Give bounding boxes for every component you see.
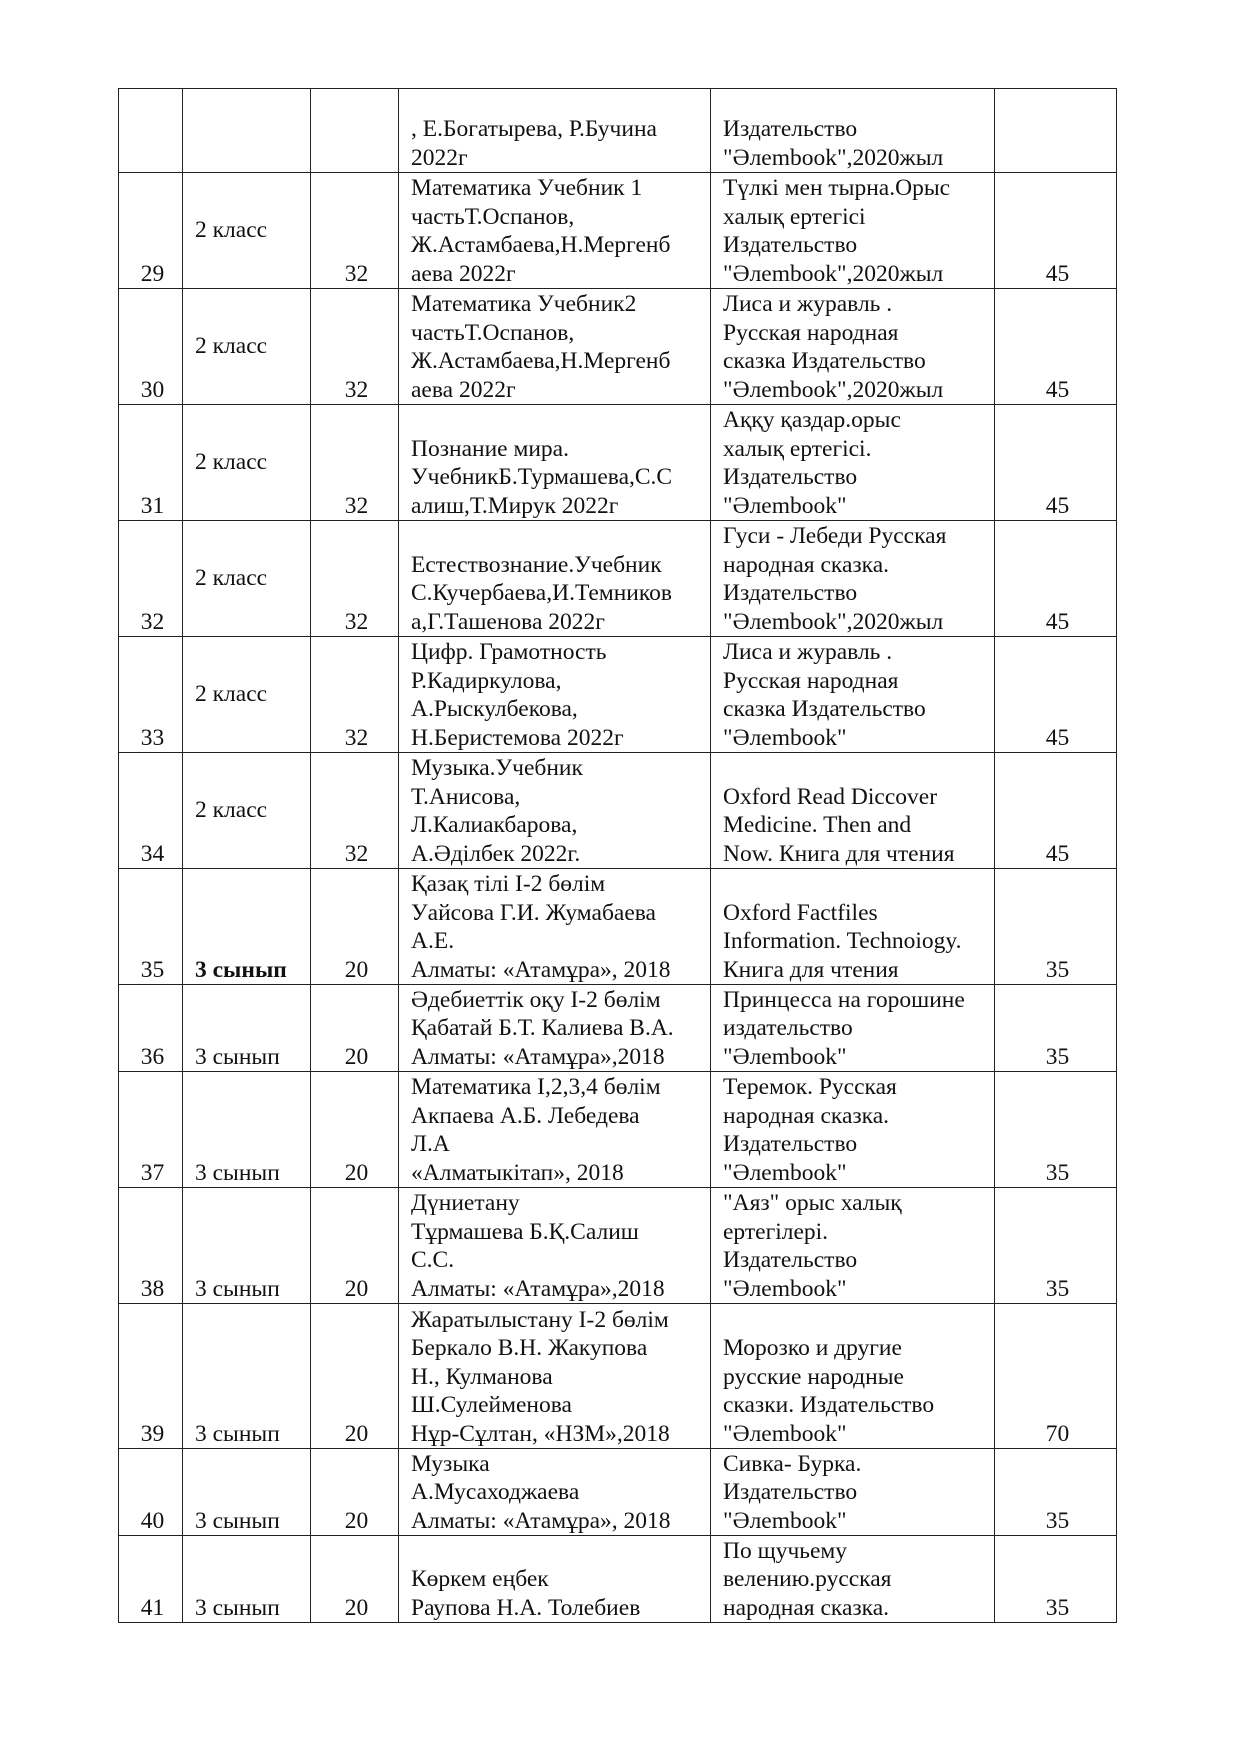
row-number-cell: 32: [119, 521, 183, 637]
quantity-cell: 35: [995, 985, 1117, 1072]
student-count-cell: [311, 89, 399, 173]
class-cell: [183, 89, 311, 173]
table-row: [119, 753, 1117, 869]
table-row: [119, 985, 1117, 1072]
row-number-cell: 36: [119, 985, 183, 1072]
quantity-cell: 35: [995, 1536, 1117, 1623]
class-cell: 3 сынып: [183, 1304, 311, 1449]
row-number-cell: 38: [119, 1188, 183, 1304]
student-count-cell: 20: [311, 869, 399, 985]
reading-book-cell: Морозко и другие русские народные сказки. Издательство "Әлembook": [711, 1304, 995, 1449]
table-row: [119, 289, 1117, 405]
table-row: [119, 869, 1117, 985]
reading-book-cell: Теремок. Русская народная сказка. Издательство "Әлembook": [711, 1072, 995, 1188]
class-cell: 3 сынып: [183, 1536, 311, 1623]
row-number-cell: 39: [119, 1304, 183, 1449]
quantity-cell: 45: [995, 637, 1117, 753]
row-number-cell: 35: [119, 869, 183, 985]
table-row: [119, 637, 1117, 753]
table-row: [119, 521, 1117, 637]
student-count-cell: 32: [311, 753, 399, 869]
textbook-cell: Познание мира. УчебникБ.Турмашева,С.С алиш,Т.Мирук 2022г: [399, 405, 711, 521]
reading-book-cell: По щучьему велению.русская народная сказка.: [711, 1536, 995, 1623]
reading-book-cell: Oxford Factfiles Information. Technoiogy. Книга для чтения: [711, 869, 995, 985]
row-number-cell: 34: [119, 753, 183, 869]
textbook-cell: Жаратылыстану І-2 бөлім Беркало В.Н. Жакупова Н., Кулманова Ш.Сулейменова Нұр-Сұлтан, «НЗМ»,2018: [399, 1304, 711, 1449]
quantity-cell: 45: [995, 405, 1117, 521]
quantity-cell: 45: [995, 289, 1117, 405]
textbook-cell: Цифр. Грамотность Р.Кадиркулова, А.Рыскулбекова, Н.Беристемова 2022г: [399, 637, 711, 753]
textbook-cell: Көркем еңбек Раупова Н.А. Толебиев: [399, 1536, 711, 1623]
reading-book-cell: Сивка- Бурка. Издательство "Әлembook": [711, 1449, 995, 1536]
row-number-cell: 37: [119, 1072, 183, 1188]
textbook-cell: Естествознание.Учебник С.Кучербаева,И.Темников а,Г.Ташенова 2022г: [399, 521, 711, 637]
table-row: [119, 1188, 1117, 1304]
student-count-cell: 32: [311, 173, 399, 289]
textbook-cell: , Е.Богатырева, Р.Бучина 2022г: [399, 89, 711, 173]
class-cell: 3 сынып: [183, 869, 311, 985]
textbook-cell: Математика Учебник2 частьТ.Оспанов, Ж.Астамбаева,Н.Мергенб аева 2022г: [399, 289, 711, 405]
row-number-cell: [119, 89, 183, 173]
class-cell: 2 класс: [183, 521, 311, 637]
row-number-cell: 41: [119, 1536, 183, 1623]
student-count-cell: 20: [311, 1449, 399, 1536]
quantity-cell: 35: [995, 1188, 1117, 1304]
class-cell: 3 сынып: [183, 1188, 311, 1304]
row-number-cell: 31: [119, 405, 183, 521]
student-count-cell: 32: [311, 521, 399, 637]
quantity-cell: 45: [995, 521, 1117, 637]
book-list-table: [118, 88, 1117, 1623]
class-cell: 2 класс: [183, 753, 311, 869]
reading-book-cell: Лиса и журавль . Русская народная сказка Издательство "Әлembook",2020жыл: [711, 289, 995, 405]
table-row: [119, 1072, 1117, 1188]
student-count-cell: 20: [311, 1188, 399, 1304]
reading-book-cell: Принцесса на горошине издательство "Әлembook": [711, 985, 995, 1072]
table-row: [119, 405, 1117, 521]
row-number-cell: 30: [119, 289, 183, 405]
reading-book-cell: Oxford Read Diccover Medicine. Then and Now. Книга для чтения: [711, 753, 995, 869]
class-cell: 3 сынып: [183, 1449, 311, 1536]
textbook-cell: Музыка А.Мусаходжаева Алматы: «Атамұра», 2018: [399, 1449, 711, 1536]
class-cell: 2 класс: [183, 637, 311, 753]
student-count-cell: 32: [311, 405, 399, 521]
class-cell: 3 сынып: [183, 985, 311, 1072]
textbook-cell: Математика Учебник 1 частьТ.Оспанов, Ж.Астамбаева,Н.Мергенб аева 2022г: [399, 173, 711, 289]
reading-book-cell: Гуси - Лебеди Русская народная сказка. Издательство "Әлembook",2020жыл: [711, 521, 995, 637]
class-cell: 2 класс: [183, 405, 311, 521]
textbook-cell: Әдебиеттік оқу І-2 бөлім Қабатай Б.Т. Калиева В.А. Алматы: «Атамұра»,2018: [399, 985, 711, 1072]
quantity-cell: 35: [995, 869, 1117, 985]
textbook-cell: Қазақ тілі І-2 бөлім Уайсова Г.И. Жумабаева А.Е. Алматы: «Атамұра», 2018: [399, 869, 711, 985]
quantity-cell: 45: [995, 753, 1117, 869]
student-count-cell: 20: [311, 1536, 399, 1623]
table-row: [119, 173, 1117, 289]
table-row: [119, 89, 1117, 173]
class-cell: 3 сынып: [183, 1072, 311, 1188]
row-number-cell: 33: [119, 637, 183, 753]
quantity-cell: [995, 89, 1117, 173]
reading-book-cell: Аққу қаздар.орыс халық ертегісі. Издательство "Әлembook": [711, 405, 995, 521]
quantity-cell: 45: [995, 173, 1117, 289]
textbook-cell: Математика І,2,3,4 бөлім Акпаева А.Б. Лебедева Л.А «Алматыкітап», 2018: [399, 1072, 711, 1188]
textbook-cell: Музыка.Учебник Т.Анисова, Л.Калиакбарова, А.Әділбек 2022г.: [399, 753, 711, 869]
table-row: [119, 1536, 1117, 1623]
class-cell: 2 класс: [183, 173, 311, 289]
reading-book-cell: Түлкі мен тырна.Орыс халық ертегісі Издательство "Әлembook",2020жыл: [711, 173, 995, 289]
student-count-cell: 20: [311, 985, 399, 1072]
table-row: [119, 1449, 1117, 1536]
table-row: [119, 1304, 1117, 1449]
student-count-cell: 20: [311, 1304, 399, 1449]
class-cell: 2 класс: [183, 289, 311, 405]
reading-book-cell: Лиса и журавль . Русская народная сказка Издательство "Әлembook": [711, 637, 995, 753]
quantity-cell: 35: [995, 1072, 1117, 1188]
row-number-cell: 40: [119, 1449, 183, 1536]
quantity-cell: 35: [995, 1449, 1117, 1536]
reading-book-cell: Издательство "Әлembook",2020жыл: [711, 89, 995, 173]
student-count-cell: 20: [311, 1072, 399, 1188]
textbook-cell: Дүниетану Тұрмашева Б.Қ.Салиш С.С. Алматы: «Атамұра»,2018: [399, 1188, 711, 1304]
row-number-cell: 29: [119, 173, 183, 289]
student-count-cell: 32: [311, 637, 399, 753]
student-count-cell: 32: [311, 289, 399, 405]
reading-book-cell: "Аяз" орыс халық ертегілері. Издательство "Әлembook": [711, 1188, 995, 1304]
quantity-cell: 70: [995, 1304, 1117, 1449]
table-body: [119, 89, 1117, 1623]
